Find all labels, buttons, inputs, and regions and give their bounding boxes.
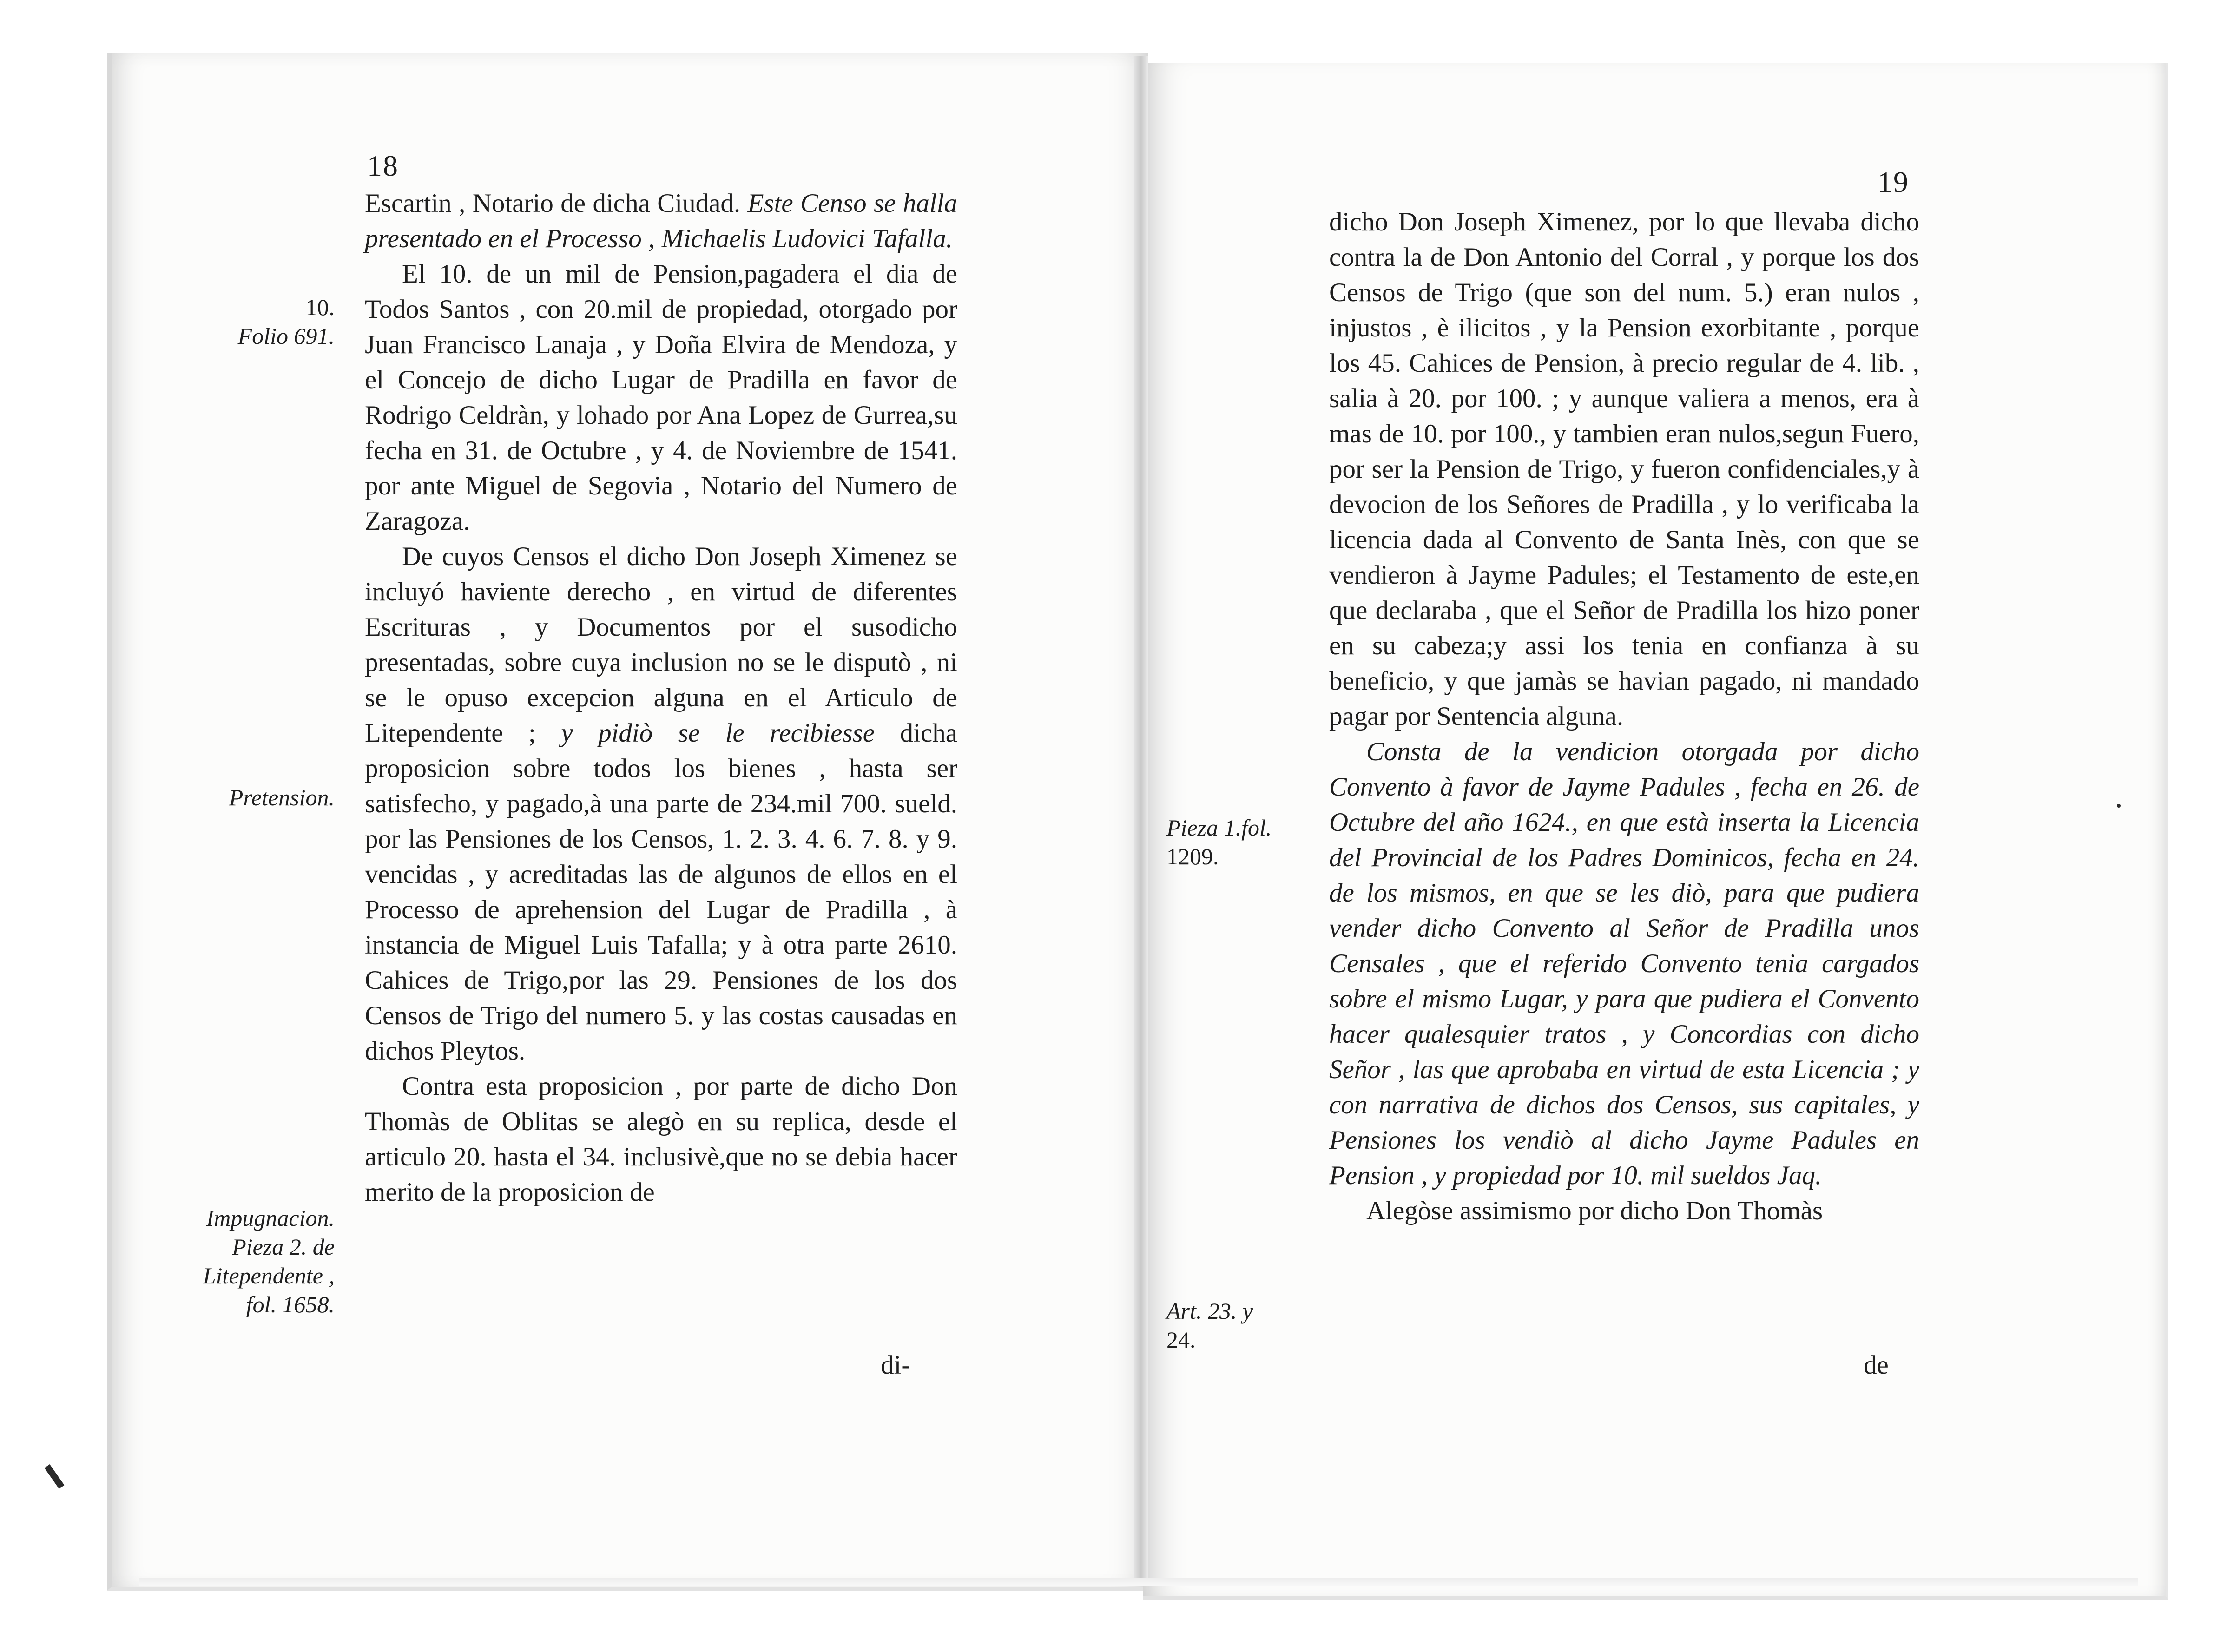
margin-note-pieza [1166, 813, 1315, 871]
margin-note-10-number: 10. [305, 294, 335, 320]
left-paragraph-3-italic: y pidiò se le recibiesse [561, 718, 875, 748]
left-paragraph-3-tail: dicha proposicion sobre todos los bienes , hasta ser satisfecho, y pagado,à una parte de 234.mil 700. sueld. por las Pensiones de los Censos, 1. 2. 3. 4. 6. 7. 8. y 9. vencidas , y acreditadas las de algunos de ellos en el Processo de aprehension del Lugar de Pradilla , à instancia de Miguel Luis Tafalla; y à otra parte 2610. Cahices de Trigo,por las 29. Pensiones de los dos Censos de Trigo del numero 5. y las costas causadas en dichos Pleytos. [365, 718, 958, 1066]
catchword-right: de [1864, 1350, 1889, 1380]
left-paragraph-4: Contra esta proposicion , por parte de dicho Don Thomàs de Oblitas se alegò en su replica, desde el articulo 20. hasta el 34. inclusivè,que no se debia hacer merito de la proposicion de [365, 1072, 957, 1207]
right-paragraph-1: dicho Don Joseph Ximenez, por lo que llevaba dicho contra la de Don Antonio del Corral , y porque los dos Censos de Trigo (que son del num. 5.) eran nulos , injustos , è ilicitos , y la Pension exorbitante , porque los 45. Cahices de Pension, à precio regular de 4. lib. , salia à 20. por 100. ; y aunque valiera a menos, era à mas de 10. por 100., y tambien eran nulos,segun Fuero, por ser la Pension de Trigo, y fueron confidenciales,y à devocion de los Señores de Pradilla , y lo verificaba la licencia dada al Convento de Santa Inès, con que se vendieron à Jayme Padules; el Testamento de este,en que declaraba , que el Señor de Pradilla los hizo poner en su cabeza;y assi los tenia en confianza à su beneficio, y que jamàs se havian pagado, ni mandado pagar por Sentencia alguna. [1329, 207, 1919, 731]
right-paragraph-3: Alegòse assimismo por dicho Don Thomàs [1366, 1196, 1823, 1225]
margin-note-art-line1: Art. 23. y [1166, 1298, 1253, 1324]
right-page-body [1329, 204, 1919, 1229]
margin-note-art [1166, 1297, 1315, 1354]
margin-note-impugnacion-line4: fol. 1658. [246, 1291, 335, 1317]
left-paragraph-3 [365, 539, 957, 1069]
catchword-left: di- [881, 1350, 910, 1380]
page-number-left: 18 [367, 149, 399, 182]
page-number-right: 19 [1878, 165, 1909, 198]
right-paragraph-2: Consta de la vendicion otorgada por dicho Convento à favor de Jayme Padules , fecha en 26. de Octubre del año 1624., en que està inserta la Licencia del Provincial de los Padres Dominicos, fecha en 24. de los mismos, en que se les diò, para que pudiera vender dicho Convento al Señor de Pradilla unos Censales , que el referido Convento tenia cargados sobre el mismo Lugar, y para que pudiera el Convento hacer qualesquier tratos , y Concordias con dicho Señor , las que aprobaba en virtud de esta Licencia ; y con narrativa de dichos dos Censos, sus capitales, y Pensiones los vendiò al dicho Jayme Padules en Pension , y propiedad por 10. mil sueldos Jaq. [1329, 737, 1919, 1190]
margin-note-impugnacion [177, 1204, 335, 1319]
margin-note-impugnacion-line1: Impugnacion. [206, 1205, 335, 1231]
book-gutter [1134, 56, 1148, 1585]
left-paragraph-3-text: De cuyos Censos el dicho Don Joseph Ximenez se incluyó haviente derecho , en virtud de diferentes Escrituras , y Documentos por el susodicho presentadas, sobre cuya inclusion no se le disputò , ni se le opuso excepcion alguna en el Articulo de Litependente ; [365, 542, 957, 748]
margin-note-10 [195, 293, 335, 350]
left-paragraph-1-italic: Este Censo se halla presentado en el Processo , Michaelis Ludovici Tafalla. [365, 189, 957, 253]
ink-dot [2117, 804, 2121, 808]
margin-note-pretension [195, 783, 335, 812]
left-paragraph-2: El 10. de un mil de Pension,pagadera el dia de Todos Santos , con 20.mil de propiedad, otorgado por Juan Francisco Lanaja , y Doña Elvira de Mendoza, y el Concejo de dicho Lugar de Pradilla en favor de Rodrigo Celdràn, y lohado por Ana Lopez de Gurrea,su fecha en 31. de Octubre , y 4. de Noviembre de 1541. por ante Miguel de Segovia , Notario del Numero de Zaragoza. [365, 259, 957, 536]
left-page-body [365, 186, 957, 1210]
margin-note-pieza-line2: 1209. [1166, 843, 1219, 869]
margin-note-art-line2: 24. [1166, 1327, 1196, 1353]
margin-note-pieza-line1: Pieza 1.fol. [1166, 815, 1272, 841]
page-edge [139, 1578, 2138, 1586]
margin-note-impugnacion-line2: Pieza 2. de [232, 1234, 335, 1260]
margin-note-impugnacion-line3: Litependente , [203, 1263, 335, 1289]
margin-note-10-folio: Folio 691. [237, 323, 335, 349]
margin-note-pretension-text: Pretension. [229, 784, 335, 810]
left-paragraph-1 [365, 186, 957, 257]
left-paragraph-1-text: Escartin , Notario de dicha Ciudad. [365, 189, 741, 218]
ink-speck [44, 1464, 64, 1489]
